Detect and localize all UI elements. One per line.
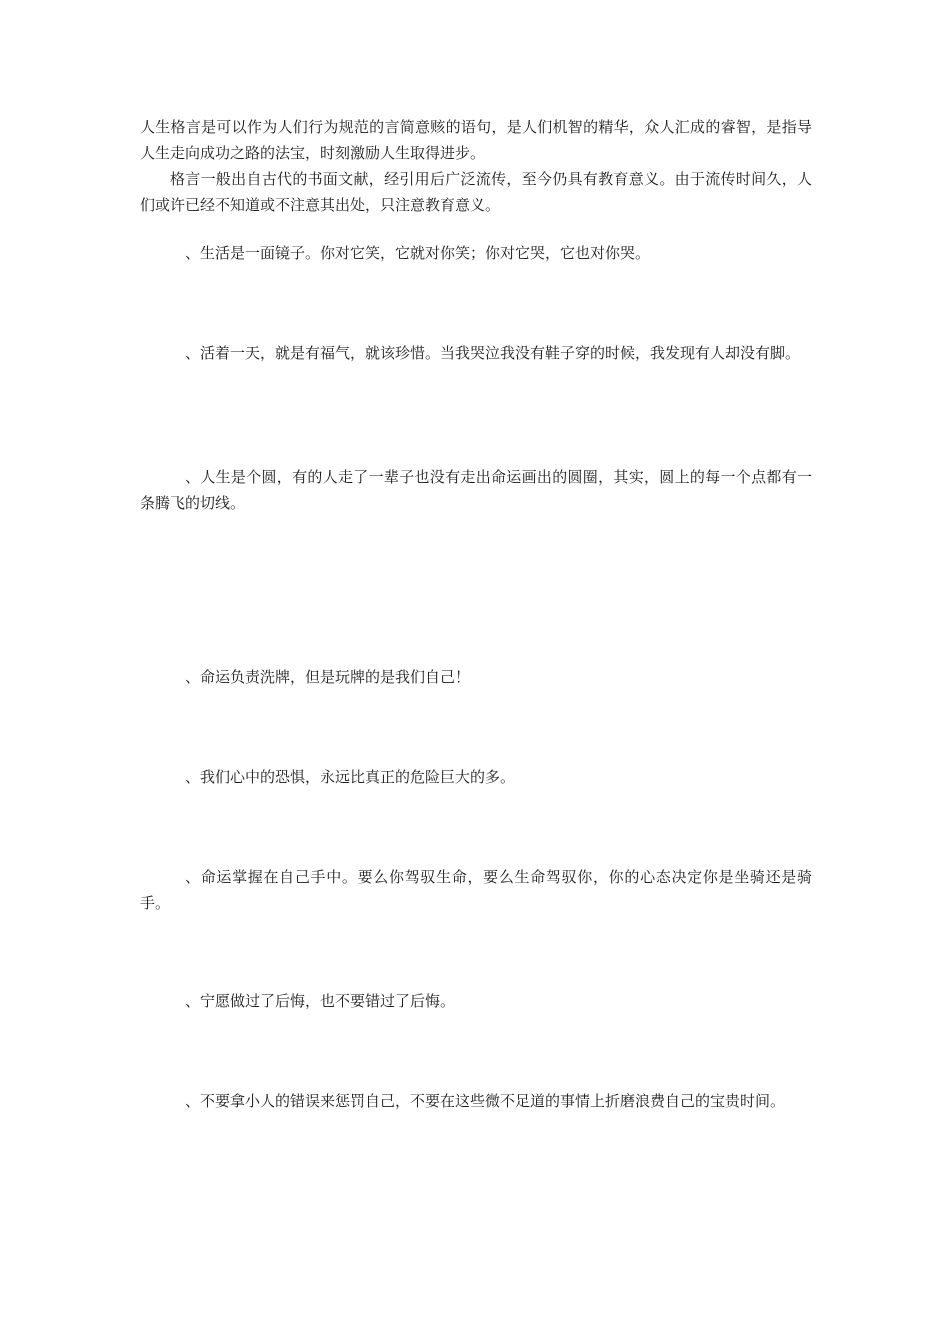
quote-7: 、宁愿做过了后悔，也不要错过了后悔。 <box>185 992 456 1010</box>
quote-5: 、我们心中的恐惧，永远比真正的危险巨大的多。 <box>185 768 516 786</box>
quote-8: 、不要拿小人的错误来惩罚自己，不要在这些微不足道的事情上折磨浪费自己的宝贵时间。 <box>185 1092 786 1110</box>
quote-1: 、生活是一面镜子。你对它笑，它就对你笑；你对它哭，它也对你哭。 <box>185 244 651 262</box>
intro-paragraph-1: 人生格言是可以作为人们行为规范的言简意赅的语句，是人们机智的精华，众人汇成的睿智，是指导人生走向成功之路的法宝，时刻激励人生取得进步。 <box>140 118 812 162</box>
quote-3: 、人生是个圆，有的人走了一辈子也没有走出命运画出的圆圈，其实，圆上的每一个点都有一条腾飞的切线。 <box>140 468 812 512</box>
quote-2: 、活着一天，就是有福气，就该珍惜。当我哭泣我没有鞋子穿的时候，我发现有人却没有脚。 <box>185 344 801 362</box>
quote-6: 、命运掌握在自己手中。要么你驾驭生命，要么生命驾驭你，你的心态决定你是坐骑还是骑手。 <box>140 868 812 912</box>
quote-4: 、命运负责洗牌，但是玩牌的是我们自己！ <box>185 668 471 686</box>
intro-paragraph-2: 格言一般出自古代的书面文献，经引用后广泛流传，至今仍具有教育意义。由于流传时间久，人们或许已经不知道或不注意其出处，只注意教育意义。 <box>140 170 812 214</box>
